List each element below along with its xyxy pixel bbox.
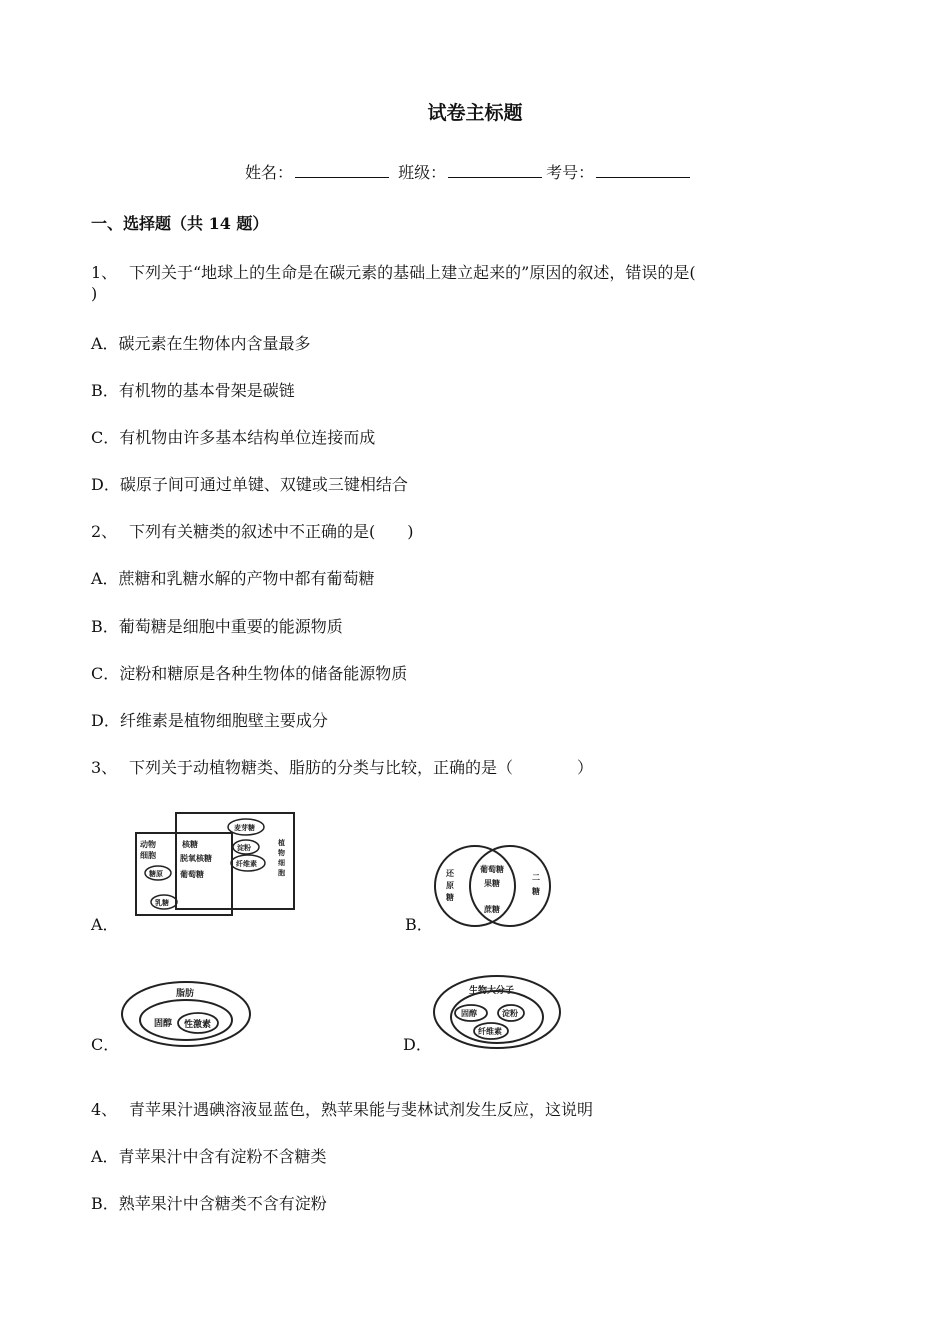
question-2-stem xyxy=(91,519,414,542)
diagram-d xyxy=(431,973,563,1055)
option-b-label: B． xyxy=(405,915,433,934)
class-label: 班级： xyxy=(398,163,447,182)
starch-label: 淀粉 xyxy=(237,844,251,852)
option-b: B．葡萄糖是细胞中重要的能源物质 xyxy=(91,617,343,636)
cellulose-label: 纤维素 xyxy=(478,1027,502,1036)
question-3-stem xyxy=(91,755,593,778)
option-a: A．青苹果汁中含有淀粉不含糖类 xyxy=(91,1147,327,1166)
disaccharide-circle xyxy=(470,846,550,926)
cellulose-label: 纤维素 xyxy=(236,860,257,868)
section-heading: 一、选择题（共 14 题） xyxy=(91,214,269,233)
diagram-a xyxy=(118,805,298,921)
name-label: 姓名： xyxy=(245,163,294,182)
class-blank[interactable] xyxy=(448,163,542,178)
option-a: A．碳元素在生物体内含量最多 xyxy=(91,334,311,353)
question-4-stem xyxy=(91,1097,593,1120)
left-label-1: 还 xyxy=(446,869,454,878)
plant-label-4: 胞 xyxy=(278,869,285,877)
option-c: C．有机物由许多基本结构单位连接而成 xyxy=(91,428,376,447)
right-label-2: 糖 xyxy=(532,887,540,896)
maltose-label: 麦芽糖 xyxy=(234,824,255,832)
page-title: 试卷主标题 xyxy=(427,102,523,124)
option-a-label: A． xyxy=(91,915,119,934)
fat-label: 脂肪 xyxy=(176,989,195,999)
question-text: 青苹果汁遇碘溶液显蓝色，熟苹果能与斐林试剂发生反应，这说明 xyxy=(129,1100,594,1119)
diagram-c xyxy=(120,980,254,1052)
question-number: 4、 xyxy=(91,1100,118,1119)
plant-label-1: 植 xyxy=(278,839,285,847)
macromolecule-label: 生物大分子 xyxy=(469,986,515,996)
question-text: 下列关于“地球上的生命是在碳元素的基础上建立起来的”原因的叙述，错误的是( xyxy=(129,263,696,282)
option-c: C．淀粉和糖原是各种生物体的储备能源物质 xyxy=(91,664,408,683)
question-number: 2、 xyxy=(91,522,118,541)
question-number: 1、 xyxy=(91,263,118,282)
diagram-b xyxy=(430,842,555,934)
sterol-label: 固醇 xyxy=(154,1019,173,1029)
right-label-1: 二 xyxy=(532,873,540,882)
question-number: 3、 xyxy=(91,758,118,777)
center-label-3: 蔗糖 xyxy=(484,905,500,914)
left-label-3: 糖 xyxy=(446,893,454,902)
id-blank[interactable] xyxy=(596,163,690,178)
question-1-stem xyxy=(91,260,696,283)
center-label-2: 果糖 xyxy=(484,879,500,888)
id-label: 考号： xyxy=(546,163,595,182)
animal-label-1: 动物 xyxy=(140,840,156,849)
glycogen-label: 糖原 xyxy=(149,870,163,878)
shared-sugar-1: 核糖 xyxy=(182,840,198,849)
option-a: A．蔗糖和乳糖水解的产物中都有葡萄糖 xyxy=(91,569,375,588)
option-d: D．碳原子间可通过单键、双键或三键相结合 xyxy=(91,475,408,494)
question-text: 下列关于动植物糖类、脂肪的分类与比较，正确的是（ ） xyxy=(129,758,594,777)
sterol-label: 固醇 xyxy=(461,1009,477,1018)
sex-hormone-label: 性激素 xyxy=(184,1020,212,1030)
left-label-2: 原 xyxy=(446,881,454,890)
question-text: 下列有关糖类的叙述中不正确的是( ) xyxy=(129,522,414,541)
lactose-label: 乳糖 xyxy=(155,899,169,907)
option-c-label: C． xyxy=(91,1035,120,1054)
center-label-1: 葡萄糖 xyxy=(480,865,504,874)
starch-label: 淀粉 xyxy=(502,1009,518,1018)
option-d: D．纤维素是植物细胞壁主要成分 xyxy=(91,711,328,730)
option-d-label: D． xyxy=(403,1035,432,1054)
question-1-stem-cont: ) xyxy=(91,284,98,303)
plant-label-2: 物 xyxy=(278,849,285,857)
option-b: B．熟苹果汁中含糖类不含有淀粉 xyxy=(91,1194,327,1213)
shared-sugar-2: 脱氧核糖 xyxy=(180,854,212,863)
option-b: B．有机物的基本骨架是碳链 xyxy=(91,381,295,400)
plant-label-3: 细 xyxy=(278,859,285,867)
name-blank[interactable] xyxy=(295,163,389,178)
student-info-line xyxy=(245,160,694,183)
animal-label-2: 细胞 xyxy=(140,851,156,860)
shared-sugar-3: 葡萄糖 xyxy=(180,870,204,879)
